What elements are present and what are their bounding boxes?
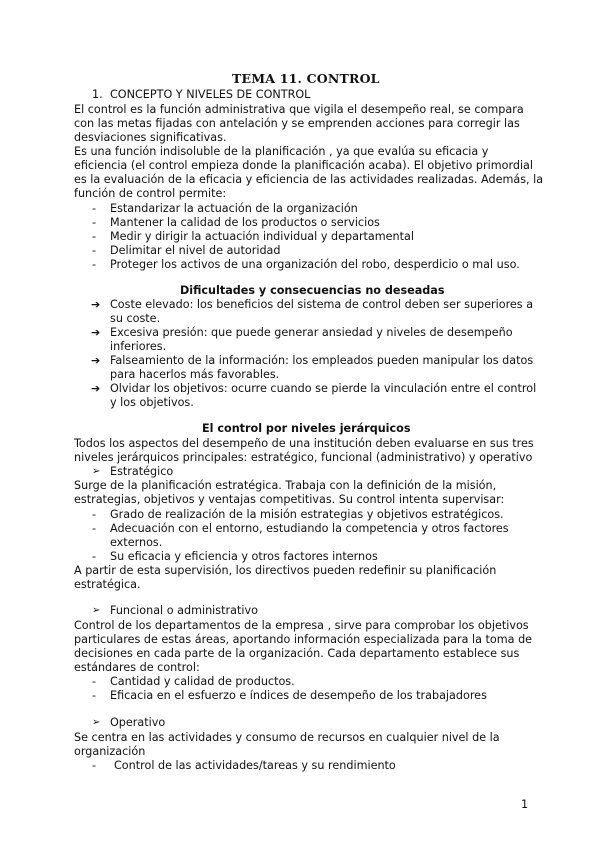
paragraph-line: Todos los aspectos del desempeño de una institución deben evaluarse en sus tres — [74, 437, 534, 450]
dash-bullet: - — [92, 759, 97, 772]
paragraph-line: es la evaluación de la eficacia y eficiencia de las actividades realizadas. Además, la — [74, 173, 544, 186]
section-heading: CONCEPTO Y NIVELES DE CONTROL — [110, 88, 311, 101]
paragraph-line: organización — [74, 745, 146, 758]
list-item: Control de las actividades/tareas y su rendimiento — [114, 759, 396, 772]
subheading-hierarchy: El control por niveles jerárquicos — [202, 422, 411, 435]
document-title: TEMA 11. CONTROL — [232, 71, 380, 86]
paragraph-line: Control de los departamentos de la empresa , sirve para comprobar los objetivos — [74, 619, 529, 632]
list-item-continuation: para hacerlos más favorables. — [110, 368, 280, 381]
arrow-bullet: ➔ — [91, 382, 101, 395]
dash-bullet: - — [92, 202, 97, 215]
list-item: Excesiva presión: que puede generar ansiedad y niveles de desempeño — [110, 326, 513, 339]
paragraph-line: particulares de estas áreas, aportando información especializada para la toma de — [74, 633, 533, 646]
paragraph-line: con las metas fijadas con antelación y se emprenden acciones para corregir las — [74, 117, 520, 130]
triangle-bullet: ➢ — [92, 605, 101, 616]
list-item: Medir y dirigir la actuación individual y departamental — [110, 230, 415, 243]
paragraph-line: Surge de la planificación estratégica. Trabaja con la definición de la misión, — [74, 479, 497, 492]
paragraph-line: El control es la función administrativa que vigila el desempeño real, se compara — [74, 103, 524, 116]
dash-bullet: - — [92, 230, 97, 243]
paragraph-line: Se centra en las actividades y consumo de recursos en cualquier nivel de la — [74, 731, 500, 744]
dash-bullet: - — [92, 244, 97, 257]
triangle-bullet: ➢ — [92, 466, 101, 477]
list-item: Eficacia en el esfuerzo e índices de desempeño de los trabajadores — [110, 689, 487, 702]
list-item-continuation: externos. — [110, 536, 163, 549]
arrow-bullet: ➔ — [91, 354, 101, 367]
triangle-bullet: ➢ — [92, 717, 101, 728]
dash-bullet: - — [92, 675, 97, 688]
paragraph-line: estándares de control: — [74, 661, 200, 674]
dash-bullet: - — [92, 522, 97, 535]
paragraph-line: niveles jerárquicos principales: estratégico, funcional (administrativo) y operativo — [74, 451, 533, 464]
paragraph-line: estrategias, objetivos y ventajas competitivas. Su control intenta supervisar: — [74, 493, 505, 506]
paragraph-line: eficiencia (el control empieza donde la planificación acaba). El objetivo primordial — [74, 159, 534, 172]
level-label-strategic: Estratégico — [110, 465, 174, 478]
list-item: Grado de realización de la misión estrategias y objetivos estratégicos. — [110, 508, 504, 521]
section-number: 1. — [92, 88, 103, 101]
list-item: Cantidad y calidad de productos. — [110, 675, 295, 688]
list-item: Falseamiento de la información: los empleados pueden manipular los datos — [110, 354, 534, 367]
level-label-functional: Funcional o administrativo — [110, 604, 258, 617]
list-item: Estandarizar la actuación de la organización — [110, 202, 358, 215]
list-item: Proteger los activos de una organización del robo, desperdicio o mal uso. — [110, 258, 520, 271]
list-item-continuation: y los objetivos. — [110, 396, 194, 409]
paragraph-line: decisiones en cada parte de la organización. Cada departamento establece sus — [74, 647, 520, 660]
dash-bullet: - — [92, 258, 97, 271]
dash-bullet: - — [92, 216, 97, 229]
paragraph-line: A partir de esta supervisión, los directivos pueden redefinir su planificación — [74, 564, 497, 577]
dash-bullet: - — [92, 689, 97, 702]
paragraph-line: desviaciones significativas. — [74, 131, 227, 144]
arrow-bullet: ➔ — [91, 326, 101, 339]
dash-bullet: - — [92, 508, 97, 521]
dash-bullet: - — [92, 550, 97, 563]
list-item: Coste elevado: los beneficios del sistema de control deben ser superiores a — [110, 298, 534, 311]
paragraph-line: estratégica. — [74, 578, 141, 591]
list-item: Adecuación con el entorno, estudiando la competencia y otros factores — [110, 522, 509, 535]
list-item: Mantener la calidad de los productos o servicios — [110, 216, 380, 229]
list-item-continuation: inferiores. — [110, 340, 167, 353]
level-label-operative: Operativo — [110, 716, 166, 729]
paragraph-line: función de control permite: — [74, 187, 227, 200]
list-item: Su eficacia y eficiencia y otros factores internos — [110, 550, 378, 563]
list-item: Delimitar el nivel de autoridad — [110, 244, 281, 257]
subheading-difficulties: Dificultades y consecuencias no deseadas — [180, 284, 445, 297]
list-item-continuation: su coste. — [110, 312, 161, 325]
list-item: Olvidar los objetivos: ocurre cuando se pierde la vinculación entre el control — [110, 382, 537, 395]
arrow-bullet: ➔ — [91, 298, 101, 311]
page-number: 1 — [521, 798, 529, 811]
paragraph-line: Es una función indisoluble de la planificación , ya que evalúa su eficacia y — [74, 145, 489, 158]
